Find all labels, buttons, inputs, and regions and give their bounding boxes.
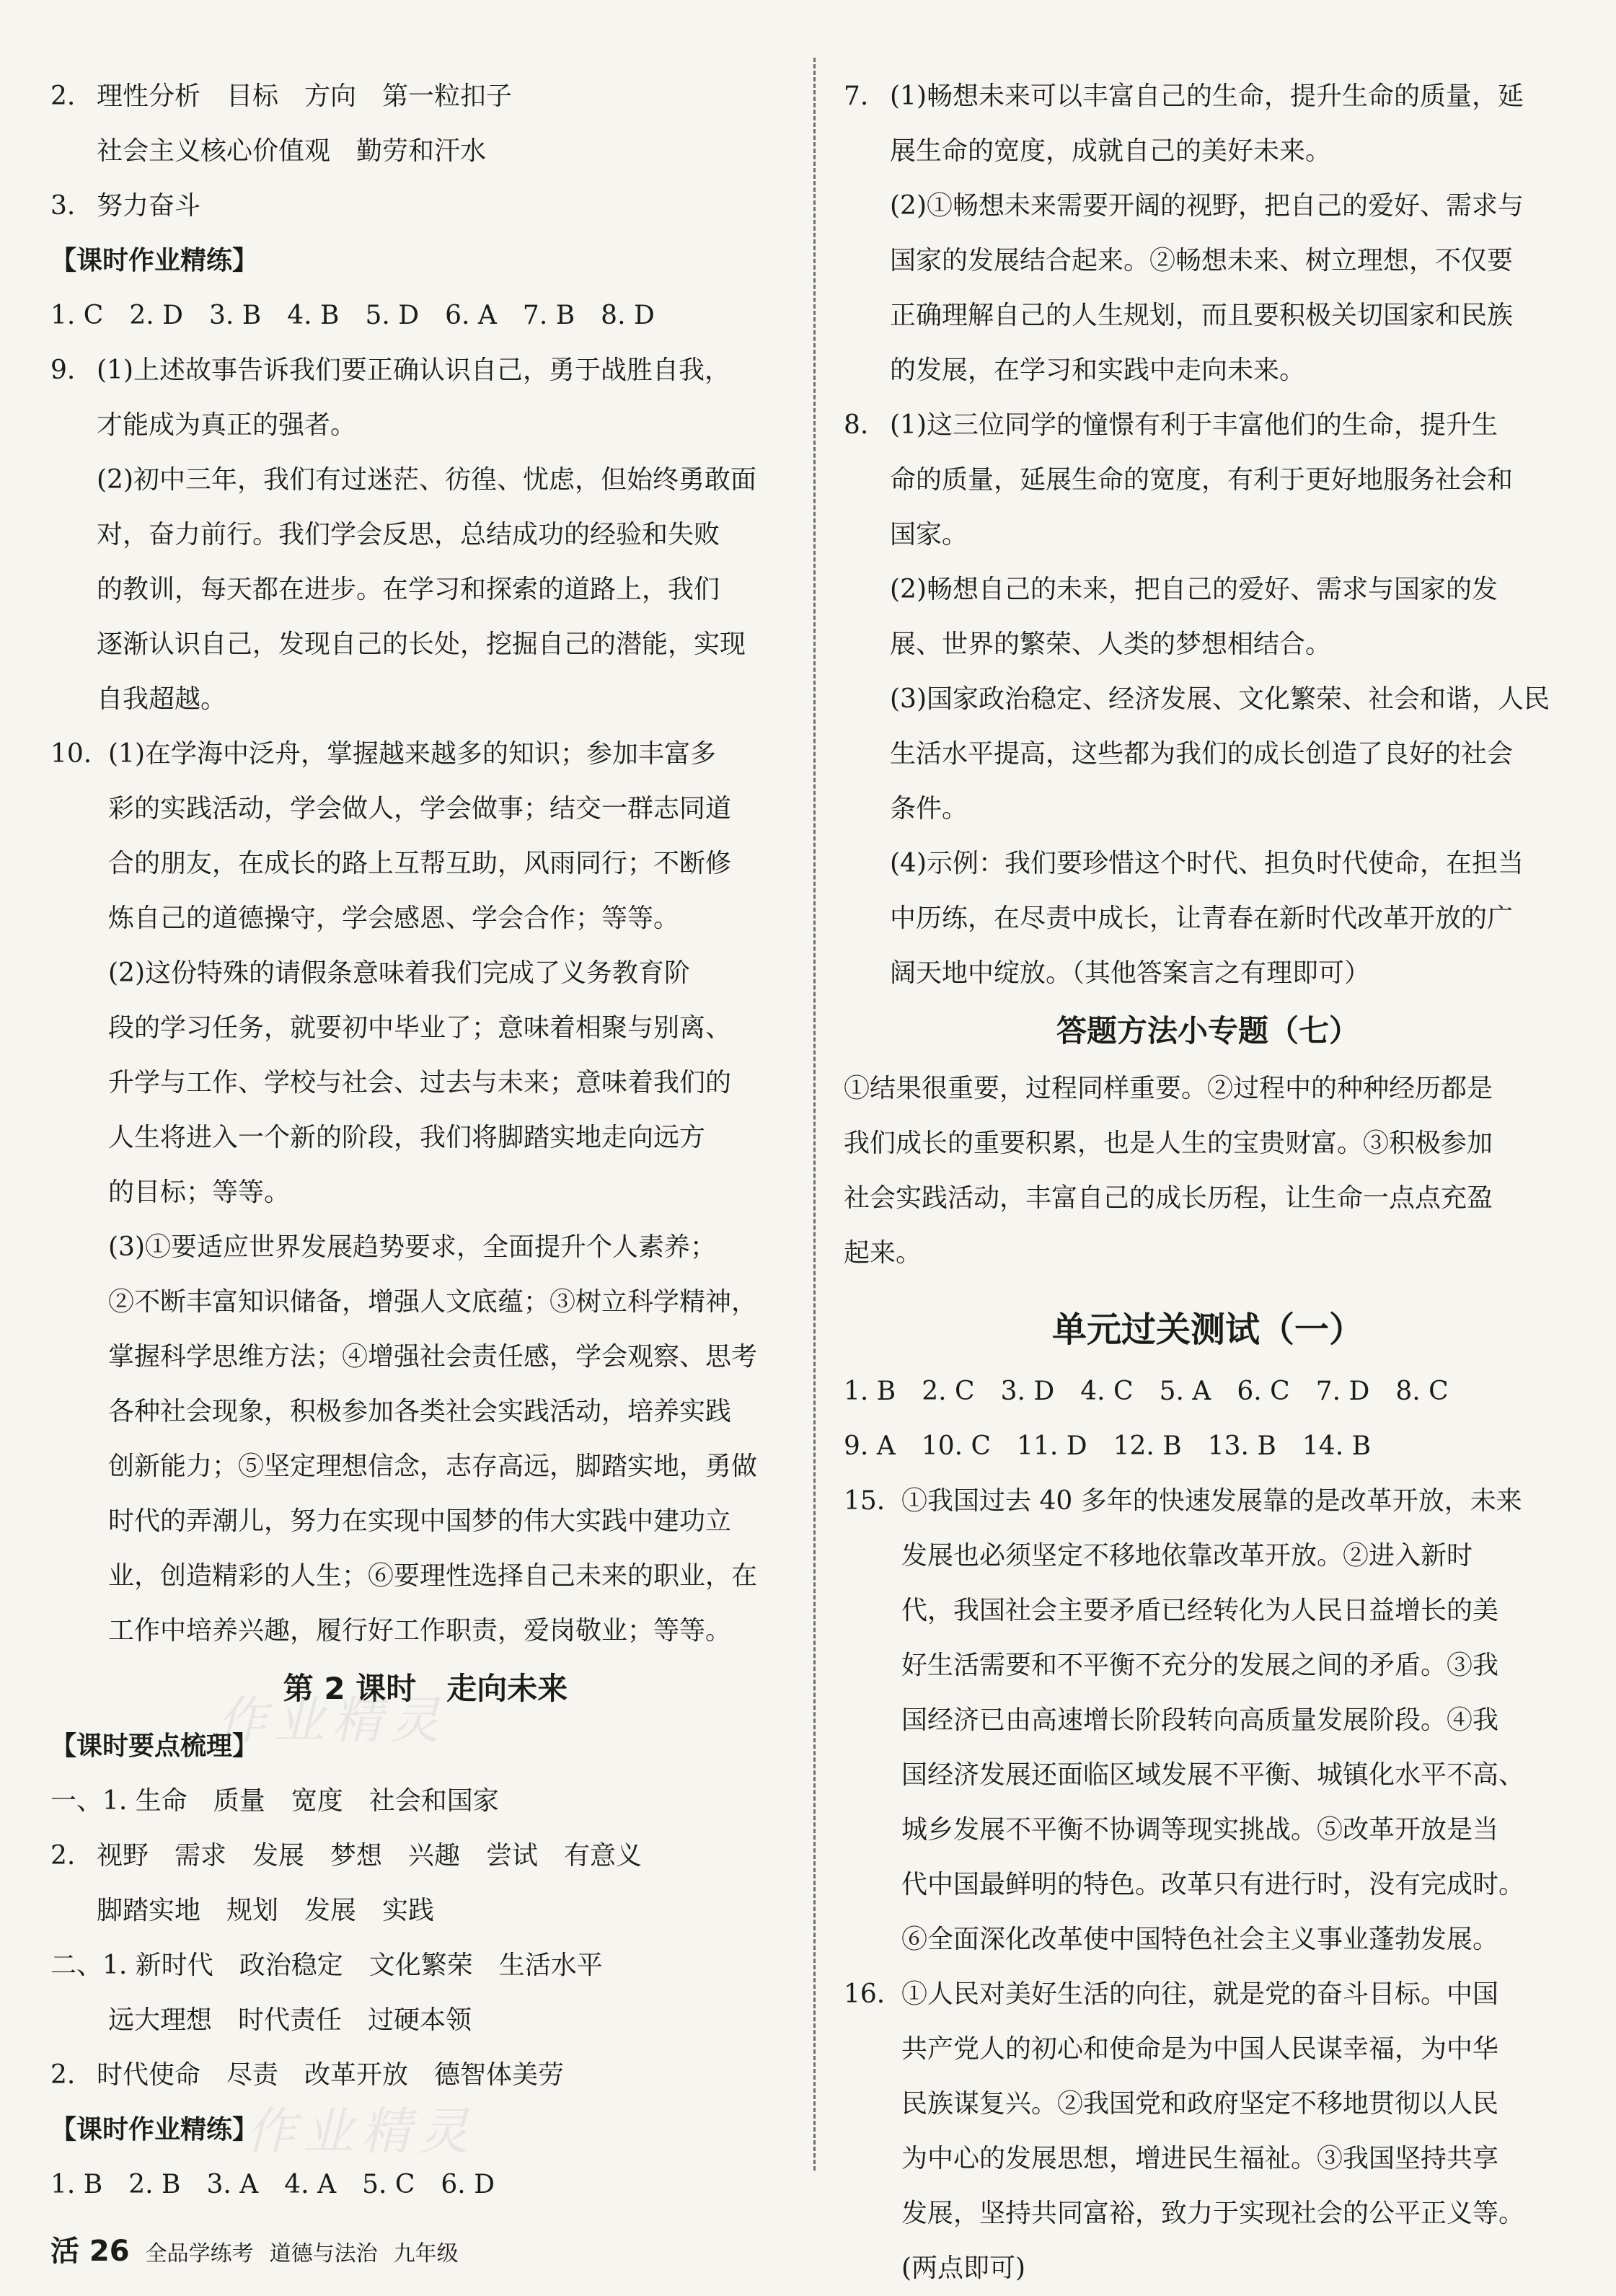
grade-name: 九年级 bbox=[393, 2241, 459, 2266]
answer-line bbox=[50, 343, 800, 398]
spacer bbox=[844, 1281, 1572, 1295]
answer-text: 社会实践活动，丰富自己的成长历程，让生命一点点充盈 bbox=[844, 1183, 1493, 1213]
answer-text: 我们成长的重要积累，也是人生的宝贵财富。③积极参加 bbox=[844, 1129, 1493, 1158]
answer-text: 国家。 bbox=[890, 520, 968, 549]
answer-text: 发展也必须坚定不移地依靠改革开放。②进入新时 bbox=[901, 1541, 1473, 1571]
question-number: 8. bbox=[844, 410, 869, 440]
answer-text: 工作中培养兴趣，履行好工作职责，爱岗敬业；等等。 bbox=[108, 1616, 732, 1646]
answer-line bbox=[844, 453, 1572, 508]
answer-line bbox=[844, 398, 1572, 453]
section-title: 单元过关测试（一） bbox=[1051, 1310, 1364, 1350]
answer-line bbox=[50, 1111, 800, 1165]
answer-text: 二、1. 新时代 政治稳定 文化繁荣 生活水平 bbox=[50, 1951, 603, 1980]
question-number: 7. bbox=[844, 81, 869, 111]
answer-text: 1. C 2. D 3. B 4. B 5. D 6. A 7. B 8. D bbox=[50, 301, 655, 330]
answer-text: 1. B 2. B 3. A 4. A 5. C 6. D bbox=[50, 2170, 495, 2199]
answer-text: (2)这份特殊的请假条意味着我们完成了义务教育阶 bbox=[108, 958, 690, 988]
answer-line bbox=[50, 1220, 800, 1275]
answer-line bbox=[50, 782, 800, 836]
answer-text: (1)上述故事告诉我们要正确认识自己，勇于战胜自我， bbox=[97, 356, 730, 385]
answer-text: 展、世界的繁荣、人类的梦想相结合。 bbox=[890, 630, 1332, 659]
section-heading: 【课时作业精练】 bbox=[50, 246, 259, 275]
question-number: 16. bbox=[844, 1979, 886, 2009]
answer-line bbox=[50, 1275, 800, 1330]
answer-line bbox=[844, 2241, 1572, 2296]
answer-text: 展生命的宽度，成就自己的美好未来。 bbox=[890, 136, 1332, 166]
answer-line bbox=[50, 1056, 800, 1111]
answer-text: 远大理想 时代责任 过硬本领 bbox=[108, 2005, 472, 2035]
answer-line bbox=[50, 453, 800, 508]
answer-line bbox=[844, 508, 1572, 562]
answer-line bbox=[844, 2186, 1572, 2241]
answer-text: 共产党人的初心和使命是为中国人民谋幸福，为中华 bbox=[901, 2034, 1499, 2064]
question-number: 9. bbox=[50, 356, 76, 385]
answer-line bbox=[844, 1226, 1572, 1281]
answer-line bbox=[844, 1967, 1572, 2022]
answer-line bbox=[844, 562, 1572, 617]
answer-text: (两点即可) bbox=[901, 2253, 1026, 2283]
answer-text: 国经济已由高速增长阶段转向高质量发展阶段。④我 bbox=[901, 1705, 1499, 1735]
answer-line bbox=[844, 288, 1572, 343]
answer-line bbox=[50, 562, 800, 617]
answer-text: 段的学习任务，就要初中毕业了；意味着相聚与别离、 bbox=[108, 1013, 732, 1043]
answer-line bbox=[50, 1549, 800, 1604]
answer-line bbox=[50, 672, 800, 727]
answer-line bbox=[50, 288, 800, 343]
answer-line bbox=[844, 1171, 1572, 1226]
answer-text: (3)国家政治稳定、经济发展、文化繁荣、社会和谐，人民 bbox=[890, 684, 1550, 714]
answer-line bbox=[844, 1584, 1572, 1638]
answer-line bbox=[50, 1494, 800, 1549]
answer-text: 为中心的发展思想，增进民生福祉。③我国坚持共享 bbox=[901, 2144, 1499, 2173]
answer-text: 代中国最鲜明的特色。改革只有进行时，没有完成时。 bbox=[901, 1870, 1525, 1899]
answer-line bbox=[50, 124, 800, 179]
answer-text: ①我国过去 40 多年的快速发展靠的是改革开放，未来 bbox=[901, 1486, 1522, 1516]
answer-text: 视野 需求 发展 梦想 兴趣 尝试 有意义 bbox=[97, 1841, 643, 1871]
answer-line bbox=[844, 2077, 1572, 2132]
answer-text: (2)畅想自己的未来，把自己的爱好、需求与国家的发 bbox=[890, 575, 1498, 604]
answer-text: 代，我国社会主要矛盾已经转化为人民日益增长的美 bbox=[901, 1596, 1499, 1625]
answer-line bbox=[844, 782, 1572, 836]
answer-text: 社会主义核心价值观 勤劳和汗水 bbox=[97, 136, 487, 166]
answer-text: 好生活需要和不平衡不充分的发展之间的矛盾。③我 bbox=[901, 1651, 1499, 1680]
answer-line bbox=[844, 1419, 1572, 1474]
answer-line bbox=[844, 1529, 1572, 1584]
answer-line bbox=[844, 891, 1572, 946]
answer-text: (4)示例：我们要珍惜这个时代、担负时代使命，在担当 bbox=[890, 849, 1524, 878]
answer-text: 国经济发展还面临区域发展不平衡、城镇化水平不高、 bbox=[901, 1760, 1525, 1790]
answer-line bbox=[844, 946, 1572, 1001]
answer-text: 正确理解自己的人生规划，而且要积极关切国家和民族 bbox=[890, 301, 1514, 330]
answer-text: 时代的弄潮儿，努力在实现中国梦的伟大实践中建功立 bbox=[108, 1506, 732, 1536]
right-column bbox=[844, 69, 1572, 2296]
answer-text: (1)畅想未来可以丰富自己的生命，提升生命的质量，延 bbox=[890, 81, 1524, 111]
answer-text: 业，创造精彩的人生；⑥要理性选择自己未来的职业，在 bbox=[108, 1561, 758, 1591]
answer-text: 发展，坚持共同富裕，致力于实现社会的公平正义等。 bbox=[901, 2199, 1525, 2228]
answer-line bbox=[50, 69, 800, 124]
answer-line bbox=[50, 1938, 800, 1993]
answer-text: 一、1. 生命 质量 宽度 社会和国家 bbox=[50, 1786, 499, 1816]
answer-line bbox=[844, 2022, 1572, 2077]
answer-text: 时代使命 尽责 改革开放 德智体美劳 bbox=[97, 2060, 565, 2090]
question-number: 2. bbox=[50, 81, 76, 111]
answer-text: 9. A 10. C 11. D 12. B 13. B 14. B bbox=[844, 1431, 1372, 1461]
answer-line bbox=[50, 836, 800, 891]
page-number: 活 26 bbox=[50, 2235, 130, 2268]
answer-line bbox=[844, 1912, 1572, 1967]
answer-line bbox=[844, 343, 1572, 398]
answer-text: 逐渐认识自己，发现自己的长处，挖掘自己的潜能，实现 bbox=[97, 630, 746, 659]
answer-line bbox=[844, 234, 1572, 288]
answer-line bbox=[844, 124, 1572, 179]
answer-line bbox=[50, 398, 800, 453]
answer-line bbox=[50, 1993, 800, 2048]
answer-line bbox=[50, 2158, 800, 2212]
answer-line bbox=[844, 672, 1572, 727]
answer-text: 1. B 2. C 3. D 4. C 5. A 6. C 7. D 8. C bbox=[844, 1377, 1449, 1406]
answer-text: 的教训，每天都在进步。在学习和探索的道路上，我们 bbox=[97, 575, 720, 604]
section-title: 第 2 课时 走向未来 bbox=[283, 1671, 568, 1706]
answer-text: 炼自己的道德操守，学会感恩、学会合作；等等。 bbox=[108, 904, 680, 933]
question-number: 2. bbox=[50, 2060, 76, 2090]
book-name: 全品学练考 bbox=[145, 2241, 254, 2266]
section-heading: 【课时作业精练】 bbox=[50, 2115, 259, 2145]
answer-line bbox=[50, 1385, 800, 1439]
page-footer bbox=[50, 2228, 459, 2269]
answer-line bbox=[50, 1439, 800, 1494]
answer-text: 自我超越。 bbox=[97, 684, 227, 714]
answer-line bbox=[844, 1803, 1572, 1858]
answer-text: (1)这三位同学的憧憬有利于丰富他们的生命，提升生 bbox=[890, 410, 1498, 440]
watermark: 作业精灵 bbox=[216, 1691, 447, 1750]
answer-line bbox=[50, 1604, 800, 1659]
answer-line bbox=[50, 727, 800, 782]
answer-text: 城乡发展不平衡不协调等现实挑战。⑤改革开放是当 bbox=[901, 1815, 1499, 1845]
answer-line bbox=[844, 1364, 1572, 1419]
answer-line bbox=[50, 1330, 800, 1385]
answer-text: 民族谋复兴。②我国党和政府坚定不移地贯彻以人民 bbox=[901, 2089, 1499, 2119]
answer-text: 对，奋力前行。我们学会反思，总结成功的经验和失败 bbox=[97, 520, 720, 549]
answer-line bbox=[844, 836, 1572, 891]
answer-line bbox=[50, 1165, 800, 1220]
answer-text: 条件。 bbox=[890, 794, 968, 824]
answer-line bbox=[50, 617, 800, 672]
answer-text: (2)初中三年，我们有过迷茫、彷徨、忧虑，但始终勇敢面 bbox=[97, 465, 756, 495]
answer-text: 阔天地中绽放。（其他答案言之有理即可） bbox=[890, 958, 1371, 988]
answer-line bbox=[50, 179, 800, 234]
column-divider bbox=[813, 58, 816, 2171]
answer-line bbox=[844, 617, 1572, 672]
watermark: 作业精灵 bbox=[245, 2102, 476, 2161]
answer-line bbox=[844, 179, 1572, 234]
answer-text: 生活水平提高，这些都为我们的成长创造了良好的社会 bbox=[890, 739, 1514, 769]
question-number: 10. bbox=[50, 739, 92, 769]
answer-text: 才能成为真正的强者。 bbox=[97, 410, 357, 440]
answer-text: 脚踏实地 规划 发展 实践 bbox=[97, 1896, 435, 1925]
answer-text: 国家的发展结合起来。②畅想未来、树立理想，不仅要 bbox=[890, 246, 1514, 275]
answer-line bbox=[50, 946, 800, 1001]
answer-text: ②不断丰富知识储备，增强人文底蕴；③树立科学精神， bbox=[108, 1287, 758, 1317]
answer-text: 中历练，在尽责中成长，让青春在新时代改革开放的广 bbox=[890, 904, 1514, 933]
answer-text: 理性分析 目标 方向 第一粒扣子 bbox=[97, 81, 513, 111]
answer-line bbox=[844, 1638, 1572, 1693]
answer-text: 升学与工作、学校与社会、过去与未来；意味着我们的 bbox=[108, 1068, 732, 1098]
answer-text: ①结果很重要，过程同样重要。②过程中的种种经历都是 bbox=[844, 1074, 1493, 1103]
left-column bbox=[50, 69, 800, 2212]
question-number: 3. bbox=[50, 191, 76, 221]
answer-line bbox=[50, 1829, 800, 1884]
answer-line bbox=[844, 727, 1572, 782]
answer-line bbox=[844, 1748, 1572, 1803]
answer-text: 合的朋友，在成长的路上互帮互助，风雨同行；不断修 bbox=[108, 849, 732, 878]
answer-text: 彩的实践活动，学会做人，学会做事；结交一群志同道 bbox=[108, 794, 732, 824]
answer-text: 各种社会现象，积极参加各类社会实践活动，培养实践 bbox=[108, 1397, 732, 1426]
answer-text: 人生将进入一个新的阶段，我们将脚踏实地走向远方 bbox=[108, 1123, 706, 1152]
answer-text: (3)①要适应世界发展趋势要求，全面提升个人素养； bbox=[108, 1232, 716, 1262]
answer-text: 的发展，在学习和实践中走向未来。 bbox=[890, 356, 1306, 385]
question-number: 15. bbox=[844, 1486, 886, 1516]
answer-text: 命的质量，延展生命的宽度，有利于更好地服务社会和 bbox=[890, 465, 1514, 495]
question-number: 2. bbox=[50, 1841, 76, 1871]
answer-text: (1)在学海中泛舟，掌握越来越多的知识；参加丰富多 bbox=[108, 739, 716, 769]
answer-text: ①人民对美好生活的向往，就是党的奋斗目标。中国 bbox=[901, 1979, 1499, 2009]
answer-text: 掌握科学思维方法；④增强社会责任感，学会观察、思考 bbox=[108, 1342, 758, 1372]
answer-line bbox=[844, 1061, 1572, 1116]
answer-line bbox=[50, 1774, 800, 1829]
answer-line bbox=[844, 1693, 1572, 1748]
answer-line bbox=[844, 1858, 1572, 1912]
answer-line bbox=[844, 1474, 1572, 1529]
section-heading: 【课时要点梳理】 bbox=[50, 1731, 259, 1761]
answer-text: 起来。 bbox=[844, 1238, 922, 1268]
answer-line bbox=[50, 891, 800, 946]
answer-line bbox=[844, 69, 1572, 124]
answer-line bbox=[50, 1884, 800, 1938]
answer-line bbox=[844, 1116, 1572, 1171]
answer-text: 努力奋斗 bbox=[97, 191, 201, 221]
answer-text: 的目标；等等。 bbox=[108, 1178, 291, 1207]
section-title: 答题方法小专题（七） bbox=[1056, 1013, 1359, 1048]
answer-text: (2)①畅想未来需要开阔的视野，把自己的爱好、需求与 bbox=[890, 191, 1524, 221]
subject-name: 道德与法治 bbox=[269, 2241, 378, 2266]
answer-line bbox=[50, 1001, 800, 1056]
answer-text: ⑥全面深化改革使中国特色社会主义事业蓬勃发展。 bbox=[901, 1925, 1499, 1954]
answer-text: 创新能力；⑤坚定理想信念，志存高远，脚踏实地，勇做 bbox=[108, 1452, 758, 1481]
answer-line bbox=[50, 508, 800, 562]
answer-line bbox=[844, 2132, 1572, 2186]
